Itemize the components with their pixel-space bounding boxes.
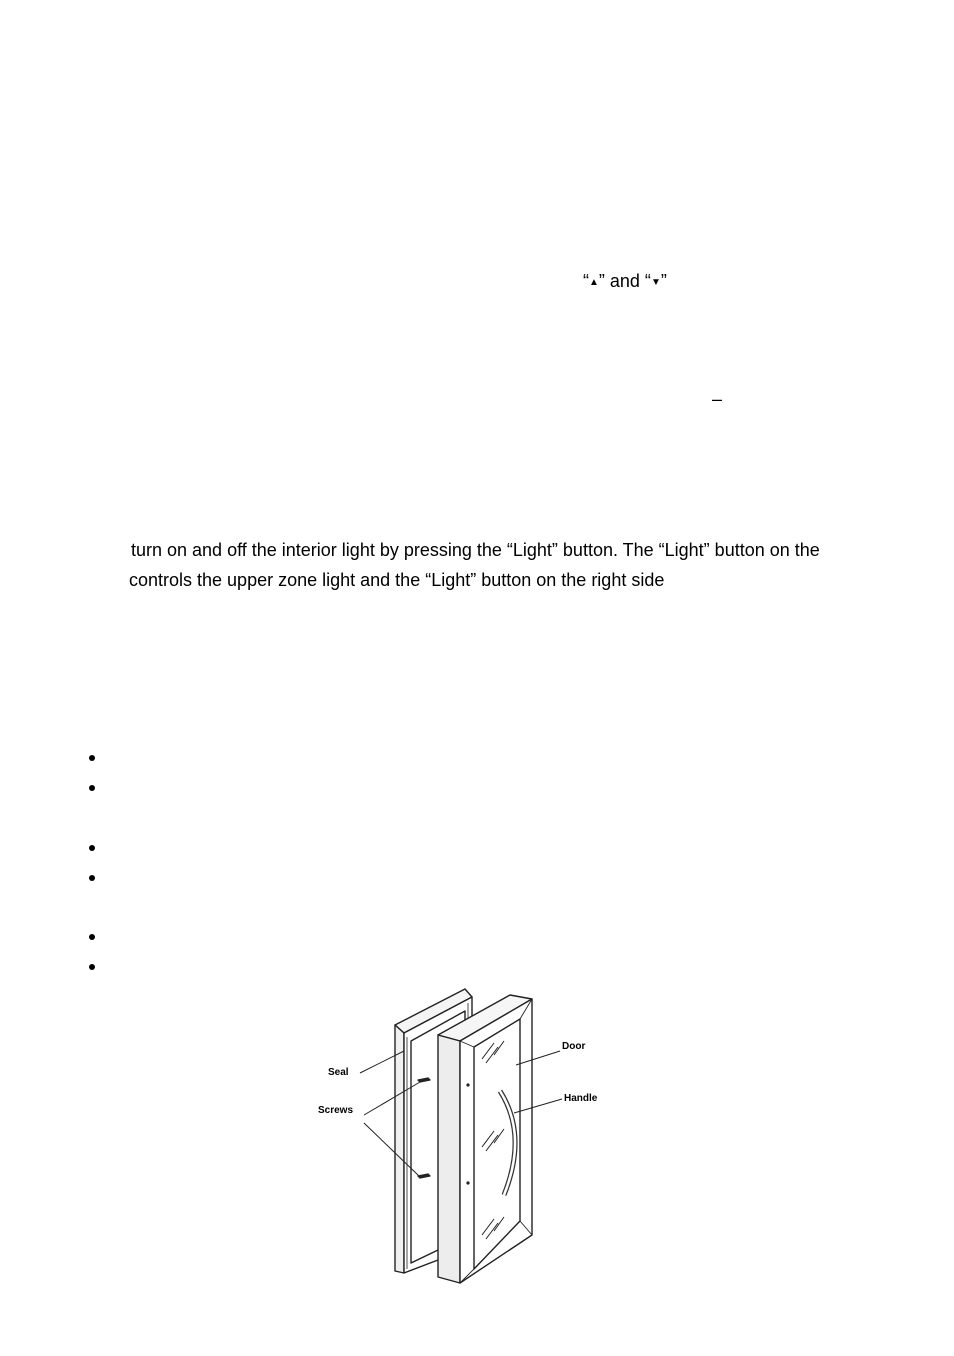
bullet-icon [87,783,97,793]
door-seal-diagram [300,985,620,1285]
light-paragraph-line-2: controls the upper zone light and the “Light” button on the right side [129,570,665,590]
seal-label: Seal [328,1067,349,1078]
handle-label: Handle [564,1093,598,1104]
door-label: Door [562,1041,586,1052]
screws-label: Screws [318,1105,354,1116]
light-paragraph-line-1: turn on and off the interior light by pressing the “Light” button. The “Light” button on the [131,540,820,560]
bullet-icon [87,962,97,972]
arrow-buttons-text: “▲” and “▼” [583,271,667,291]
door-panel [438,995,532,1283]
bullet-icon [87,843,97,853]
up-arrow-icon: ▲ [589,277,599,288]
down-arrow-icon: ▼ [650,277,661,288]
dash-text: – [712,389,723,409]
bullet-icon [87,873,97,883]
bullet-icon [87,753,97,763]
bullet-icon [87,932,97,942]
